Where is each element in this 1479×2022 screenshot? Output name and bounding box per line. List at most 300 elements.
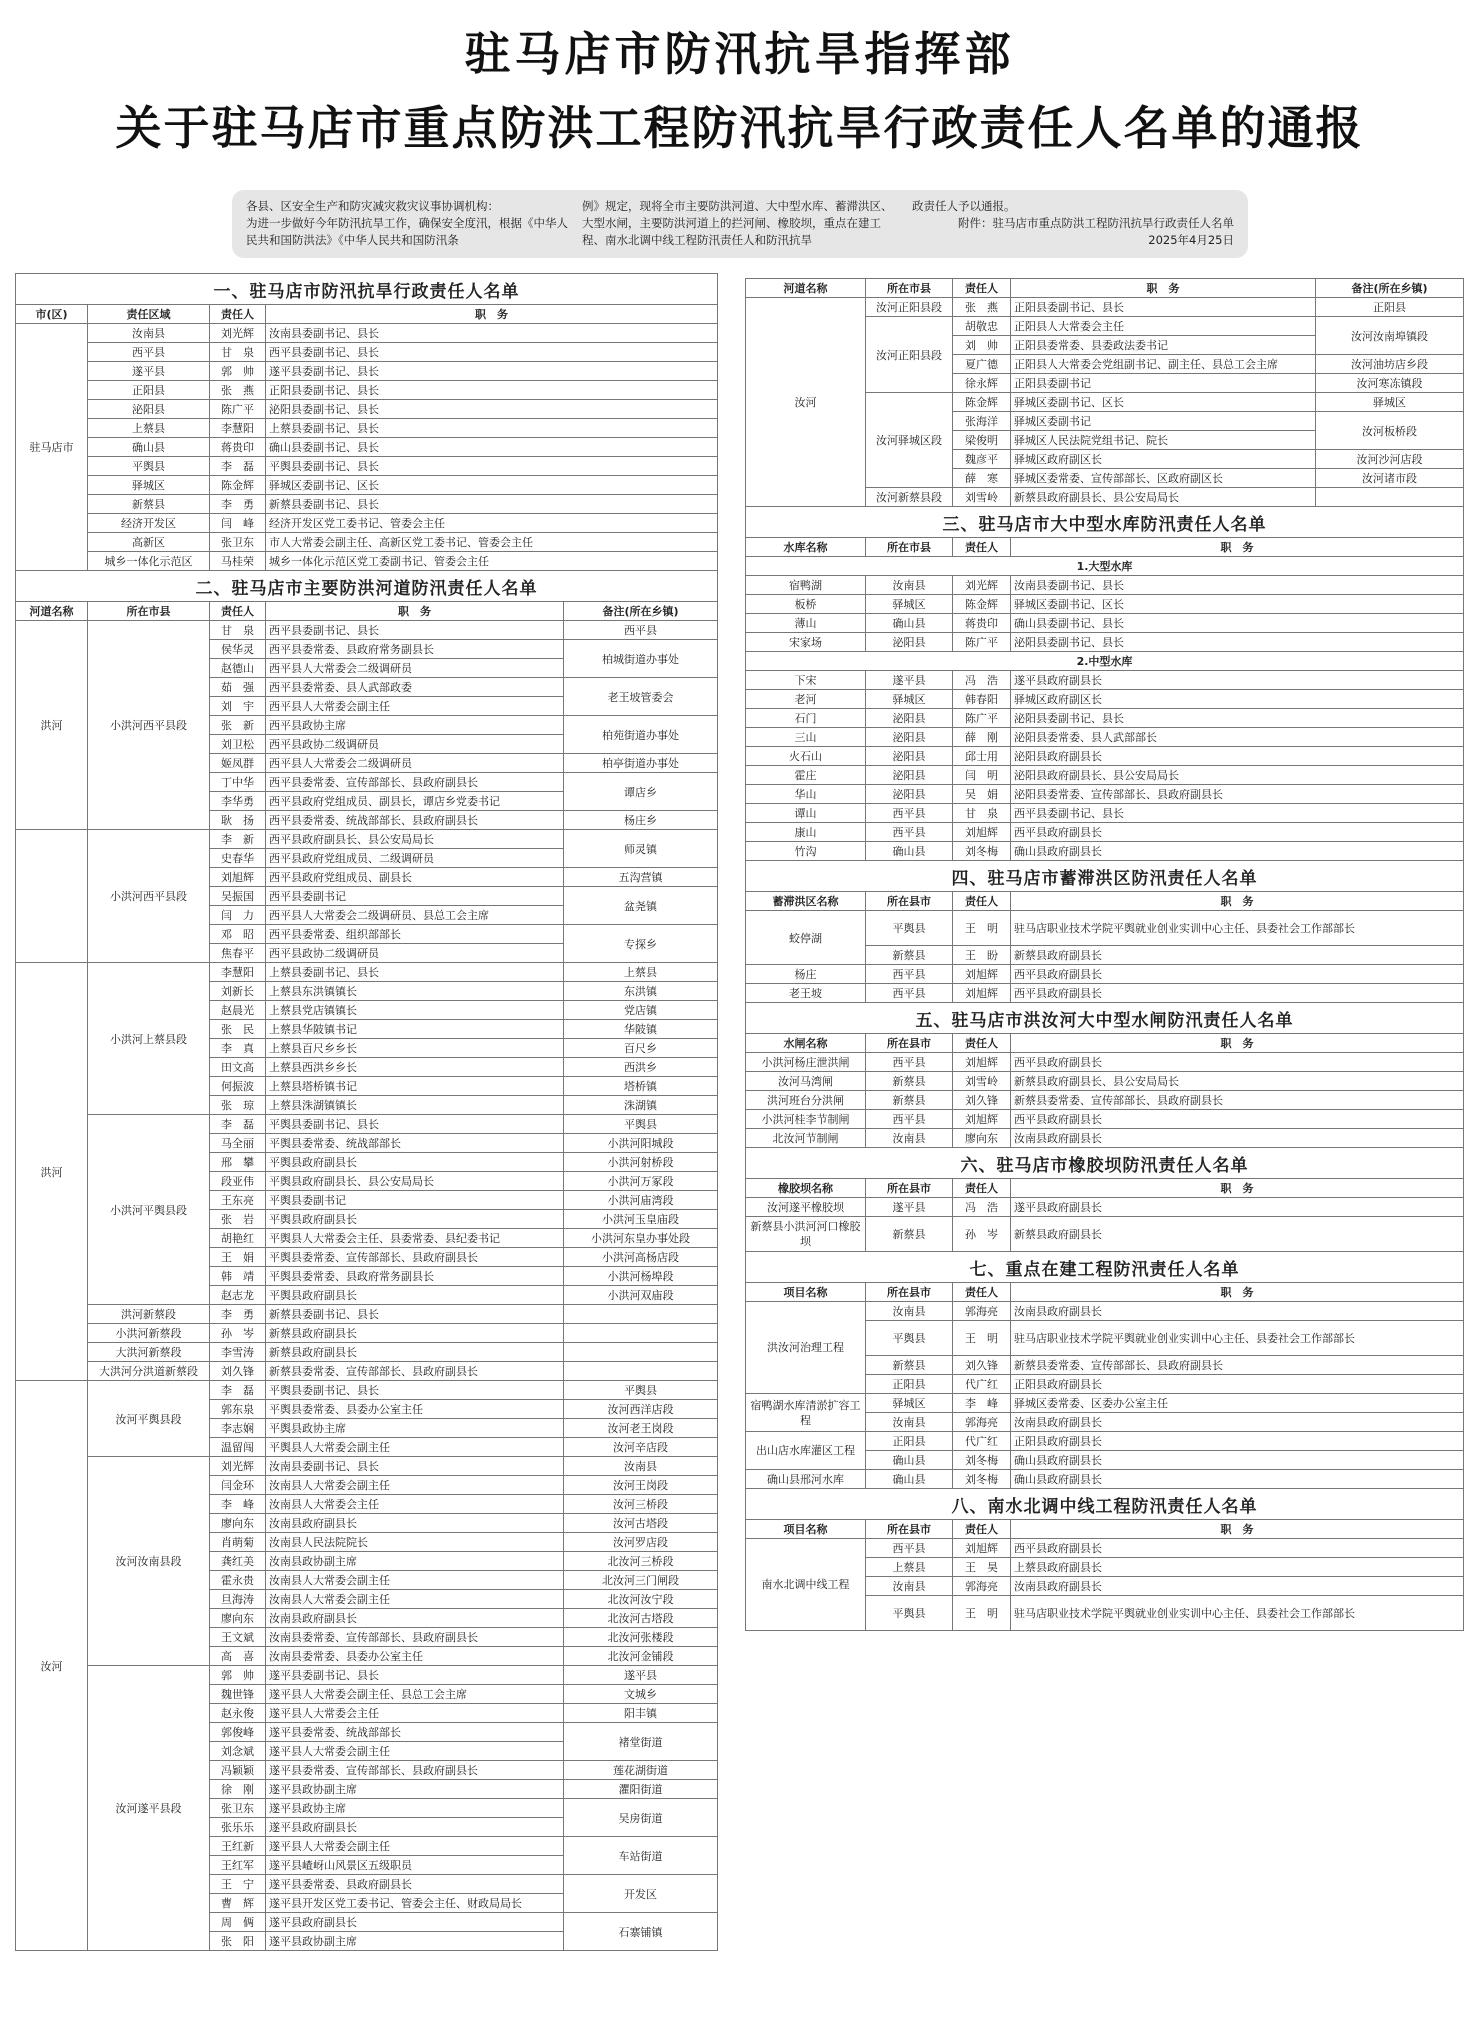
table-row [746, 576, 1464, 595]
title-line-1: 驻马店市防汛抗旱指挥部 [464, 27, 1015, 81]
column-header: 职 务 [1011, 538, 1464, 557]
table-cell: 平舆县委副书记 [266, 1191, 564, 1210]
table-cell: 汝南县人大常委会副主任 [266, 1476, 564, 1495]
table-cell: 宿鸭湖水库清淤扩容工程 [746, 1394, 866, 1432]
table-row [746, 1302, 1464, 1321]
table-cell: 泌阳县 [866, 785, 953, 804]
table-cell: 龚红美 [210, 1552, 266, 1571]
remark-cell: 上蔡县 [564, 963, 718, 982]
table-cell: 出山店水库灌区工程 [746, 1432, 866, 1470]
table-cell: 遂平县政府副县长 [266, 1818, 564, 1837]
remark-cell: 汝河罗店段 [564, 1533, 718, 1552]
river-name: 洪河 [16, 963, 88, 1381]
table-row [16, 438, 718, 457]
table-cell: 板桥 [746, 595, 866, 614]
table-cell: 驿城区政府副区长 [1011, 690, 1464, 709]
table-cell: 王 昊 [953, 1558, 1011, 1577]
table-cell: 上蔡县华陂镇书记 [266, 1020, 564, 1039]
table-cell: 老河 [746, 690, 866, 709]
table-cell: 确山县 [866, 1470, 953, 1489]
remark-cell: 平舆县 [564, 1381, 718, 1400]
table-cell: 陈金辉 [210, 476, 266, 495]
table-cell: 王红新 [210, 1837, 266, 1856]
table-row [746, 728, 1464, 747]
table-cell: 新蔡县政府副县长 [266, 1343, 564, 1362]
table-cell: 张 阳 [210, 1932, 266, 1951]
table-cell: 焦春平 [210, 944, 266, 963]
table-cell: 西平县 [866, 804, 953, 823]
table-row [746, 1110, 1464, 1129]
header-row [746, 279, 1464, 298]
table-cell: 西平县政府党组成员、副县长，谭店乡党委书记 [266, 792, 564, 811]
table-cell: 汝南县政府副县长 [266, 1514, 564, 1533]
table-cell: 平舆县委常委、宣传部部长、县政府副县长 [266, 1248, 564, 1267]
remark-cell: 阳丰镇 [564, 1704, 718, 1723]
river-name: 汝河 [16, 1381, 88, 1951]
remark-cell: 小洪河庙湾段 [564, 1191, 718, 1210]
table-cell: 上蔡县西洪乡乡长 [266, 1058, 564, 1077]
table-cell: 陈金辉 [953, 393, 1011, 412]
table-cell: 张 琼 [210, 1096, 266, 1115]
segment-name: 小洪河西平县段 [88, 621, 210, 830]
column-header: 责任人 [953, 1520, 1011, 1539]
table-cell: 汝南县委常委、县委办公室主任 [266, 1647, 564, 1666]
table-cell: 王 宁 [210, 1875, 266, 1894]
segment-name: 小洪河西平县段 [88, 830, 210, 963]
table-cell: 平舆县人大常委会副主任 [266, 1438, 564, 1457]
table-cell: 西平县 [866, 1053, 953, 1072]
table-cell: 霍永贵 [210, 1571, 266, 1590]
table-cell: 新蔡县 [866, 1356, 953, 1375]
segment-name: 汝河正阳县段 [866, 298, 953, 317]
remark-cell: 小洪河高杨店段 [564, 1248, 718, 1267]
table-cell: 上蔡县东洪镇镇长 [266, 982, 564, 1001]
table-cell: 正阳县委副书记、县长 [266, 381, 718, 400]
remark-cell: 汝河老王岗段 [564, 1419, 718, 1438]
table-cell: 泌阳县 [866, 709, 953, 728]
notice-col-2: 例》规定，现将全市主要防洪河道、大中型水库、蓄滞洪区、大型水闸，主要防洪河道上的拦河闸、橡胶坝，重点在建工程、南水北调中线工程防汛责任人和防汛抗旱 [582, 199, 893, 247]
table-cell: 确山县邢河水库 [746, 1470, 866, 1489]
header-row [16, 602, 718, 621]
table-cell: 王红军 [210, 1856, 266, 1875]
column-header: 蓄滞洪区名称 [746, 892, 866, 911]
table-cell: 汝南县委常委、宣传部部长、县政府副县长 [266, 1628, 564, 1647]
table-cell: 魏彦平 [953, 450, 1011, 469]
table-cell: 刘雪岭 [953, 488, 1011, 507]
table-cell: 平舆县政府副县长、县公安局局长 [266, 1172, 564, 1191]
header-row [746, 1179, 1464, 1198]
notice-paragraph-1: 为进一步做好今年防汛抗旱工作，确保安全度汛，根据《中华人民共和国防洪法》《中华人民共和国防汛条 [246, 216, 568, 247]
table-cell: 西平县政府副县长 [1011, 1110, 1464, 1129]
table-cell: 西平县政府副县长、县公安局局长 [266, 830, 564, 849]
column-header: 职 务 [266, 602, 564, 621]
remark-cell: 党店镇 [564, 1001, 718, 1020]
table-cell: 徐永辉 [953, 374, 1011, 393]
river-name: 汝河 [746, 298, 866, 507]
table-cell: 下宋 [746, 671, 866, 690]
header-row [746, 1520, 1464, 1539]
table-cell: 确山县委副书记、县长 [266, 438, 718, 457]
table-cell: 刘旭辉 [953, 1539, 1011, 1558]
remark-cell: 东洪镇 [564, 982, 718, 1001]
table-cell: 西平县委副书记、县长 [266, 621, 564, 640]
table-row [746, 1217, 1464, 1252]
table-cell: 西平县政府副县长 [1011, 1539, 1464, 1558]
column-header: 备注(所在乡镇) [1316, 279, 1464, 298]
table-cell: 遂平县政协副主席 [266, 1780, 564, 1799]
table-cell: 刘旭辉 [953, 823, 1011, 842]
table-cell: 韩 靖 [210, 1267, 266, 1286]
table-cell: 李 峰 [210, 1495, 266, 1514]
table-cell: 小洪河桂李节制闸 [746, 1110, 866, 1129]
column-header: 水闸名称 [746, 1034, 866, 1053]
table-cell: 陈金辉 [953, 595, 1011, 614]
table-cell: 刘旭辉 [953, 965, 1011, 984]
table-cell: 刘久锋 [210, 1362, 266, 1381]
table-cell: 刘旭辉 [953, 984, 1011, 1003]
table-cell: 郭 帅 [210, 362, 266, 381]
city-cell: 驻马店市 [16, 324, 88, 571]
table-cell: 泌阳县委常委、县人武部部长 [1011, 728, 1464, 747]
remark-cell: 车站街道 [564, 1837, 718, 1875]
table-cell: 西平县委副书记、县长 [266, 343, 718, 362]
table-cell: 魏世锋 [210, 1685, 266, 1704]
table-cell: 西平县委常委、县政府常务副县长 [266, 640, 564, 659]
remark-cell: 汝河王岗段 [564, 1476, 718, 1495]
table-cell: 田文高 [210, 1058, 266, 1077]
table-cell: 汝南县 [866, 1129, 953, 1148]
remark-cell: 师灵镇 [564, 830, 718, 868]
table-cell: 石门 [746, 709, 866, 728]
table-cell: 西平县人大常委会二级调研员、县总工会主席 [266, 906, 564, 925]
remark-cell: 石寨铺镇 [564, 1913, 718, 1951]
table-cell: 张乐乐 [210, 1818, 266, 1837]
table-row [746, 747, 1464, 766]
table-cell: 代广红 [953, 1432, 1011, 1451]
table-cell: 确山县 [866, 842, 953, 861]
table-cell: 泌阳县委副书记、县长 [1011, 709, 1464, 728]
table-cell: 新蔡县委副书记、县长 [266, 495, 718, 514]
table-cell: 确山县 [866, 1451, 953, 1470]
table-cell: 确山县委副书记、县长 [1011, 614, 1464, 633]
table-cell: 甘 泉 [953, 804, 1011, 823]
column-header: 项目名称 [746, 1283, 866, 1302]
table-cell: 老王坡 [746, 984, 866, 1003]
table-cell: 遂平县政府副县长 [1011, 671, 1464, 690]
remark-cell: 汝河古塔段 [564, 1514, 718, 1533]
table-cell: 甘 泉 [210, 343, 266, 362]
table-cell: 正阳县 [866, 1375, 953, 1394]
table-cell: 洪汝河治理工程 [746, 1302, 866, 1394]
table-cell: 茹 强 [210, 678, 266, 697]
table-cell: 正阳县委副书记、县长 [1011, 298, 1316, 317]
subsection-row [746, 557, 1464, 576]
table-cell: 侯华灵 [210, 640, 266, 659]
river-name [16, 830, 88, 963]
subsection-title: 1.大型水库 [746, 557, 1464, 576]
table-cell: 廖向东 [210, 1609, 266, 1628]
table-cell: 泌阳县 [866, 747, 953, 766]
column-header: 所在县市 [866, 892, 953, 911]
table-cell: 新蔡县委副书记、县长 [266, 1305, 564, 1324]
remark-cell: 小洪河玉皇庙段 [564, 1210, 718, 1229]
column-header: 责任人 [953, 538, 1011, 557]
table-cell: 李慧阳 [210, 963, 266, 982]
column-header: 河道名称 [746, 279, 866, 298]
segment-name: 汝河平舆县段 [88, 1381, 210, 1457]
table-row [16, 362, 718, 381]
table-cell: 南水北调中线工程 [746, 1539, 866, 1631]
table-cell: 闫 明 [953, 766, 1011, 785]
table-row [746, 614, 1464, 633]
table-cell: 平舆县政府副县长 [266, 1210, 564, 1229]
remark-cell: 老王坡管委会 [564, 678, 718, 716]
table-cell [564, 1362, 718, 1381]
column-header: 责任人 [210, 305, 266, 324]
table-cell: 温留闯 [210, 1438, 266, 1457]
table-cell: 蒋贵印 [953, 614, 1011, 633]
notice-attachment: 附件：驻马店市重点防洪工程防汛抗旱行政责任人名单 [958, 216, 1234, 230]
table-cell: 遂平县嵖岈山风景区五级职员 [266, 1856, 564, 1875]
table-cell: 刘新长 [210, 982, 266, 1001]
table-cell: 刘冬梅 [953, 842, 1011, 861]
table-cell: 遂平县人大常委会副主任 [266, 1837, 564, 1856]
table-cell: 赵永俊 [210, 1704, 266, 1723]
table-cell: 市人大常委会副主任、高新区党工委书记、管委会主任 [266, 533, 718, 552]
table-cell: 西平县 [866, 984, 953, 1003]
table-cell: 平舆县 [88, 457, 210, 476]
table-cell: 汝南县人民法院院长 [266, 1533, 564, 1552]
table-row [746, 804, 1464, 823]
column-header: 职 务 [1011, 1034, 1464, 1053]
remark-cell: 塔桥镇 [564, 1077, 718, 1096]
table-cell: 新蔡县政府副县长 [1011, 1217, 1464, 1252]
table-cell: 平舆县政府副县长 [266, 1153, 564, 1172]
table-row [746, 842, 1464, 861]
table-cell: 驿城区委副书记、区长 [1011, 595, 1464, 614]
table-cell: 西平县委副书记 [266, 887, 564, 906]
notice-greeting: 各县、区安全生产和防灾减灾救灾议事协调机构： [246, 199, 499, 213]
table-cell: 华山 [746, 785, 866, 804]
table-row [746, 1072, 1464, 1091]
table-cell: 平舆县 [866, 1321, 953, 1356]
notice-col-3 [912, 198, 1234, 249]
table-row [746, 298, 1464, 317]
table-row [16, 830, 718, 849]
table-cell [1316, 488, 1464, 507]
table-cell: 薛 寒 [953, 469, 1011, 488]
section-row [746, 861, 1464, 892]
table-cell: 汝南县 [866, 1577, 953, 1596]
table-cell: 闫金环 [210, 1476, 266, 1495]
section-5-title: 五、驻马店市洪汝河大中型水闸防汛责任人名单 [746, 1003, 1464, 1034]
table-row [746, 984, 1464, 1003]
column-header: 职 务 [1011, 279, 1316, 298]
table-cell: 遂平县人大常委会副主任、县总工会主席 [266, 1685, 564, 1704]
remark-cell: 汝河油坊店乡段 [1316, 355, 1464, 374]
table-cell: 上蔡县 [866, 1558, 953, 1577]
segment-name: 小洪河平舆县段 [88, 1115, 210, 1305]
table-cell: 汝南县人大常委会副主任 [266, 1571, 564, 1590]
remark-cell: 小洪河阳城段 [564, 1134, 718, 1153]
table-cell: 泌阳县委常委、宣传部部长、县政府副县长 [1011, 785, 1464, 804]
table-cell: 汝南县政协副主席 [266, 1552, 564, 1571]
table-cell: 泌阳县政府副县长 [1011, 747, 1464, 766]
table-cell: 泌阳县 [866, 633, 953, 652]
table-cell: 李 磊 [210, 1115, 266, 1134]
table-cell: 张 燕 [210, 381, 266, 400]
table-cell: 驿城区政府副区长 [1011, 450, 1316, 469]
table-cell: 上蔡县委副书记、县长 [266, 963, 564, 982]
table-cell: 大洪河新蔡段 [88, 1343, 210, 1362]
table-cell: 新蔡县政府副县长、县公安局局长 [1011, 1072, 1464, 1091]
table-cell: 确山县 [88, 438, 210, 457]
table-cell: 耿 扬 [210, 811, 266, 830]
table-right [745, 278, 1464, 1631]
table-cell: 新蔡县委常委、宣传部部长、县政府副县长 [266, 1362, 564, 1381]
table-cell: 肖萌菊 [210, 1533, 266, 1552]
table-cell: 驿城区 [88, 476, 210, 495]
segment-name: 汝河驿城区段 [866, 393, 953, 488]
section-row [746, 1148, 1464, 1179]
remark-cell: 汝河板桥段 [1316, 412, 1464, 450]
section-row [746, 507, 1464, 538]
table-cell: 西平县政协二级调研员 [266, 944, 564, 963]
section-8-title: 八、南水北调中线工程防汛责任人名单 [746, 1489, 1464, 1520]
remark-cell: 北汝河三桥段 [564, 1552, 718, 1571]
table-cell: 史春华 [210, 849, 266, 868]
table-cell: 确山县政府副县长 [1011, 842, 1464, 861]
table-row [746, 1470, 1464, 1489]
table-cell: 驻马店职业技术学院平舆就业创业实训中心主任、县委社会工作部部长 [1011, 911, 1464, 946]
table-row [746, 1091, 1464, 1110]
table-cell: 汝河马湾闸 [746, 1072, 866, 1091]
table-cell: 张 岩 [210, 1210, 266, 1229]
table-cell: 平舆县委常委、县委办公室主任 [266, 1400, 564, 1419]
remark-cell: 北汝河张楼段 [564, 1628, 718, 1647]
table-cell: 梁俊明 [953, 431, 1011, 450]
table-cell: 李 勇 [210, 495, 266, 514]
remark-cell: 谭店乡 [564, 773, 718, 811]
remark-cell: 柏亭街道办事处 [564, 754, 718, 773]
table-cell: 西平县委常委、统战部部长、县政府副县长 [266, 811, 564, 830]
table-cell: 新蔡县 [866, 1072, 953, 1091]
table-cell: 新蔡县政府副县长、县公安局局长 [1011, 488, 1316, 507]
table-cell: 李 磊 [210, 1381, 266, 1400]
table-row [746, 595, 1464, 614]
table-cell: 王 盼 [953, 946, 1011, 965]
table-cell: 遂平县政府副县长 [266, 1913, 564, 1932]
table-cell: 驿城区人民法院党组书记、院长 [1011, 431, 1316, 450]
table-cell: 蒋贵印 [210, 438, 266, 457]
remark-cell: 莲花湖街道 [564, 1761, 718, 1780]
section-2-title: 二、驻马店市主要防洪河道防汛责任人名单 [16, 571, 718, 602]
table-cell: 遂平县 [866, 1198, 953, 1217]
table-cell: 西平县政府副县长 [1011, 1053, 1464, 1072]
column-header: 责任人 [210, 602, 266, 621]
section-row [746, 1003, 1464, 1034]
remark-cell: 杨庄乡 [564, 811, 718, 830]
table-cell: 何振波 [210, 1077, 266, 1096]
table-cell [564, 1343, 718, 1362]
table-cell: 西平县政府副县长 [1011, 823, 1464, 842]
notice-paragraph-end: 政责任人予以通报。 [912, 199, 1016, 213]
table-row [16, 552, 718, 571]
right-column [745, 278, 1463, 1631]
table-cell: 遂平县 [88, 362, 210, 381]
table-cell: 西平县委常委、组织部部长 [266, 925, 564, 944]
table-cell: 郭海亮 [953, 1302, 1011, 1321]
table-cell: 汝南县 [866, 1413, 953, 1432]
table-cell: 驻马店职业技术学院平舆就业创业实训中心主任、县委社会工作部部长 [1011, 1596, 1464, 1631]
table-cell: 平舆县人大常委会主任、县委常委、县纪委书记 [266, 1229, 564, 1248]
column-header: 责任区域 [88, 305, 210, 324]
table-cell: 闫 峰 [210, 514, 266, 533]
table-cell: 刘雪岭 [953, 1072, 1011, 1091]
table-row [746, 1539, 1464, 1558]
remark-cell: 专探乡 [564, 925, 718, 963]
remark-cell: 汝河寒冻镇段 [1316, 374, 1464, 393]
table-cell: 泌阳县委副书记、县长 [266, 400, 718, 419]
table-cell: 泌阳县 [866, 728, 953, 747]
remark-cell: 汝河沙河店段 [1316, 450, 1464, 469]
table-row [746, 709, 1464, 728]
column-header: 所在市县 [866, 279, 953, 298]
remark-cell: 遂平县 [564, 1666, 718, 1685]
table-cell: 段亚伟 [210, 1172, 266, 1191]
table-cell: 邢 攀 [210, 1153, 266, 1172]
table-cell: 平舆县委副书记、县长 [266, 457, 718, 476]
table-row [16, 1362, 718, 1381]
table-cell: 张海洋 [953, 412, 1011, 431]
table-cell: 驿城区委副书记、区长 [266, 476, 718, 495]
header-row [746, 892, 1464, 911]
column-header: 所在县市 [866, 1179, 953, 1198]
table-cell: 西平县人大常委会二级调研员 [266, 659, 564, 678]
table-cell: 徐 刚 [210, 1780, 266, 1799]
table-cell: 西平县 [866, 823, 953, 842]
table-cell: 张 新 [210, 716, 266, 735]
table-cell: 刘光辉 [953, 576, 1011, 595]
column-header: 责任人 [953, 279, 1011, 298]
table-cell: 陈广平 [210, 400, 266, 419]
table-cell: 经济开发区 [88, 514, 210, 533]
table-cell: 上蔡县党店镇镇长 [266, 1001, 564, 1020]
table-cell: 遂平县委常委、统战部部长 [266, 1723, 564, 1742]
remark-cell: 褚堂街道 [564, 1723, 718, 1761]
table-cell: 泌阳县 [866, 766, 953, 785]
table-cell: 遂平县政府副县长 [1011, 1198, 1464, 1217]
table-cell: 汝南县人大常委会副主任 [266, 1590, 564, 1609]
segment-name: 小洪河上蔡县段 [88, 963, 210, 1115]
table-cell: 新蔡县 [88, 495, 210, 514]
notice-col-1 [246, 198, 571, 249]
table-cell: 张 民 [210, 1020, 266, 1039]
table-cell: 新蔡县政府副县长 [1011, 946, 1464, 965]
table-cell: 驿城区委副书记 [1011, 412, 1316, 431]
table-row [16, 1666, 718, 1685]
table-cell: 上蔡县百尺乡乡长 [266, 1039, 564, 1058]
table-cell: 西平县政府党组成员、二级调研员 [266, 849, 564, 868]
table-cell: 驻马店职业技术学院平舆就业创业实训中心主任、县委社会工作部部长 [1011, 1321, 1464, 1356]
table-cell: 刘 宇 [210, 697, 266, 716]
table-cell [564, 1305, 718, 1324]
table-cell: 李志娴 [210, 1419, 266, 1438]
table-cell: 陈广平 [953, 633, 1011, 652]
table-row [746, 785, 1464, 804]
table-cell: 西平县 [866, 965, 953, 984]
subsection-title: 2.中型水库 [746, 652, 1464, 671]
